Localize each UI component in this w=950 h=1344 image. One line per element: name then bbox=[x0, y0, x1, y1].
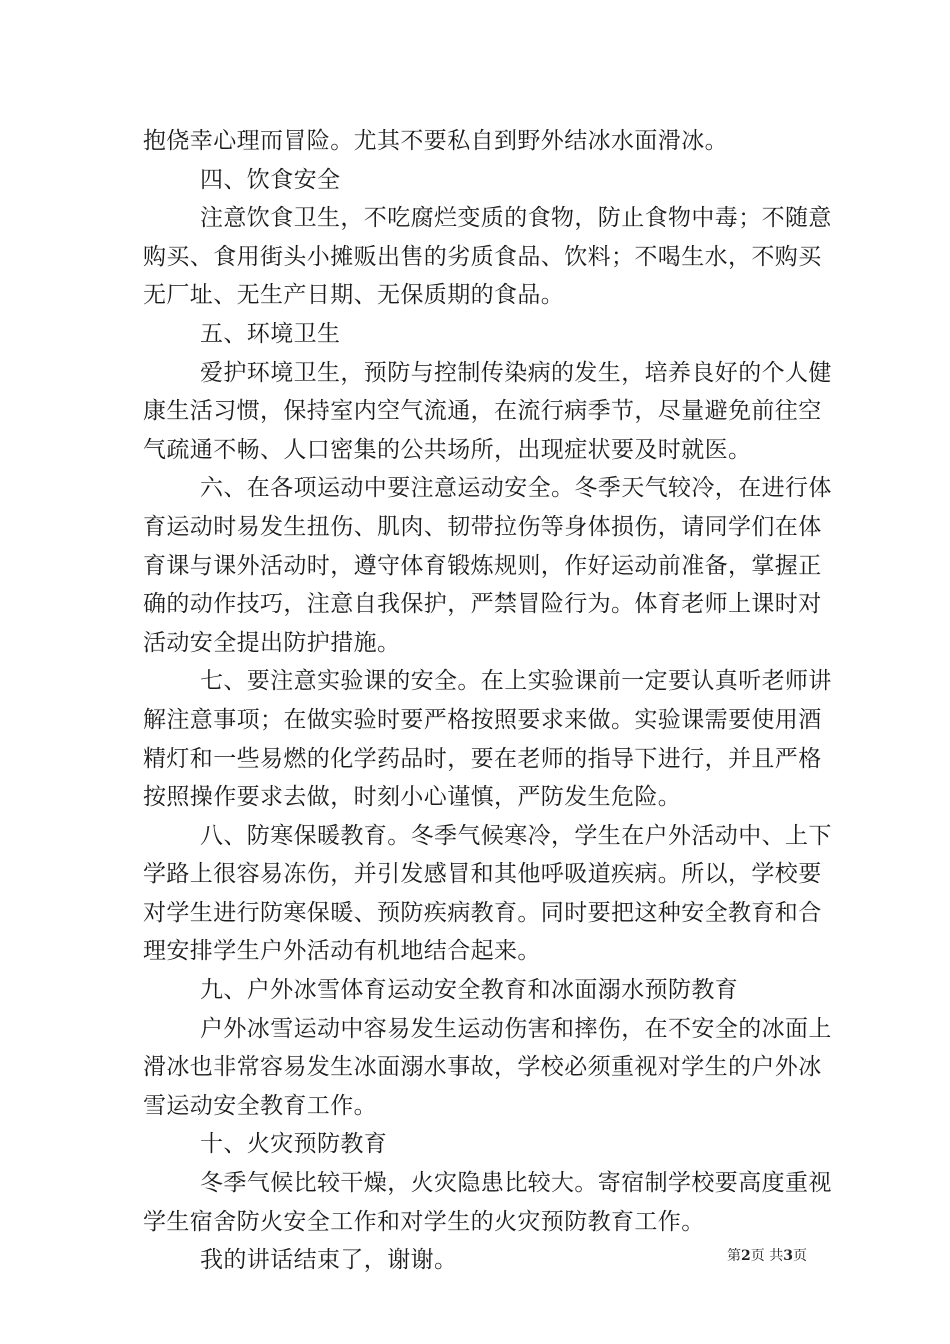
current-page-number: 2 bbox=[741, 1248, 751, 1264]
body-text bbox=[143, 122, 832, 1280]
text-line: 注意饮食卫生，不吃腐烂变质的食物，防止食物中毒；不随意 bbox=[200, 205, 832, 232]
text-line: 育课与课外活动时，遵守体育锻炼规则，作好运动前准备，掌握正 bbox=[143, 552, 822, 579]
section-heading: 九、户外冰雪体育运动安全教育和冰面溺水预防教育 bbox=[200, 977, 739, 1004]
text-line: 确的动作技巧，注意自我保护，严禁冒险行为。体育老师上课时对 bbox=[143, 591, 822, 618]
text-line: 对学生进行防寒保暖、预防疾病教育。同时要把这种安全教育和合 bbox=[143, 899, 822, 926]
text-line: 精灯和一些易燃的化学药品时，要在老师的指导下进行，并且严格 bbox=[143, 745, 822, 772]
text-line: 爱护环境卫生，预防与控制传染病的发生，培养良好的个人健 bbox=[200, 359, 832, 386]
text-line: 解注意事项；在做实验时要严格按照要求来做。实验课需要使用酒 bbox=[143, 706, 822, 733]
page-number-footer bbox=[727, 1245, 807, 1265]
section-heading: 五、环境卫生 bbox=[200, 320, 341, 347]
text-line: 滑冰也非常容易发生冰面溺水事故，学校必须重视对学生的户外冰 bbox=[143, 1054, 822, 1081]
text-line: 育运动时易发生扭伤、肌肉、韧带拉伤等身体损伤，请同学们在体 bbox=[143, 513, 822, 540]
page-prefix: 第 bbox=[727, 1248, 742, 1264]
text-line: 活动安全提出防护措施。 bbox=[143, 629, 401, 656]
page-middle: 页 共 bbox=[750, 1248, 784, 1264]
text-line: 康生活习惯，保持室内空气流通，在流行病季节，尽量避免前往空 bbox=[143, 398, 822, 425]
section-heading: 八、防寒保暖教育。冬季气候寒冷，学生在户外活动中、上下 bbox=[200, 822, 832, 849]
total-page-number: 3 bbox=[783, 1248, 793, 1264]
text-line: 理安排学生户外活动有机地结合起来。 bbox=[143, 938, 541, 965]
text-line: 抱侥幸心理而冒险。尤其不要私自到野外结冰水面滑冰。 bbox=[143, 128, 728, 154]
section-heading: 四、饮食安全 bbox=[200, 166, 341, 193]
page-suffix: 页 bbox=[793, 1248, 807, 1264]
section-heading: 六、在各项运动中要注意运动安全。冬季天气较冷，在进行体 bbox=[200, 475, 832, 502]
text-line: 冬季气候比较干燥，火灾隐患比较大。寄宿制学校要高度重视 bbox=[200, 1170, 832, 1197]
text-line: 学生宿舍防火安全工作和对学生的火灾预防教育工作。 bbox=[143, 1208, 705, 1235]
section-heading: 七、要注意实验课的安全。在上实验课前一定要认真听老师讲 bbox=[200, 668, 832, 695]
section-heading: 十、火灾预防教育 bbox=[200, 1131, 388, 1158]
text-line: 学路上很容易冻伤，并引发感冒和其他呼吸道疾病。所以，学校要 bbox=[143, 861, 822, 888]
text-line: 户外冰雪运动中容易发生运动伤害和摔伤，在不安全的冰面上 bbox=[200, 1015, 832, 1042]
text-line: 购买、食用街头小摊贩出售的劣质食品、饮料；不喝生水，不购买 bbox=[143, 243, 822, 270]
text-line: 雪运动安全教育工作。 bbox=[143, 1092, 377, 1119]
text-line: 按照操作要求去做，时刻小心谨慎，严防发生危险。 bbox=[143, 784, 682, 811]
closing-line: 我的讲话结束了，谢谢。 bbox=[200, 1247, 458, 1274]
text-line: 气疏通不畅、人口密集的公共场所，出现症状要及时就医。 bbox=[143, 436, 752, 463]
text-line: 无厂址、无生产日期、无保质期的食品。 bbox=[143, 282, 565, 309]
